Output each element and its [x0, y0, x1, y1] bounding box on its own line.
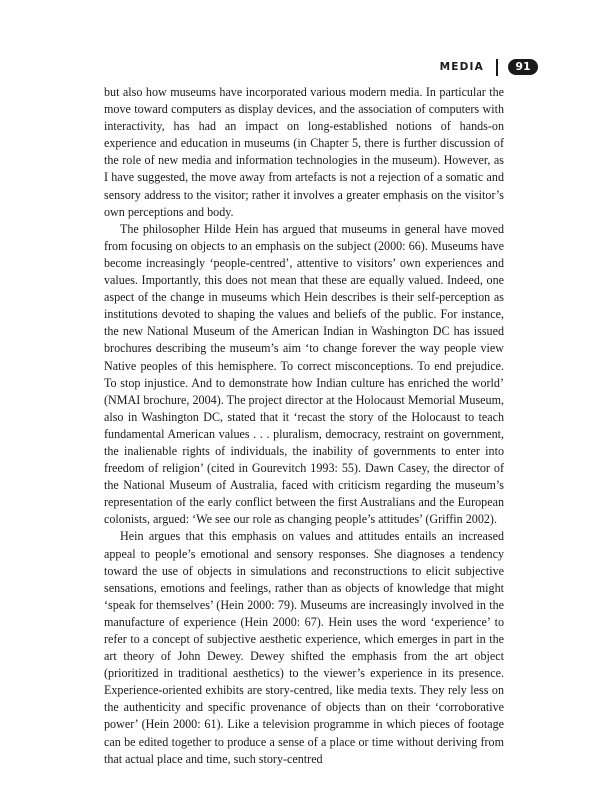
paragraph-1: but also how museums have incorporated various modern media. In particular the move toward computers as display devices, and the association of computers with interactivity, has had an impact on long-established notions of hands-on experience and education in museums (in Chapter 5, there is further discussion of the role of new media and information technologies in the museum). However, as I have suggested, the move away from artefacts is not a rejection of a somatic and sensory address to the visitor; rather it involves a greater emphasis on the visitor’s own perceptions and body. [104, 85, 504, 219]
page-number-badge: 91 [508, 59, 538, 75]
header-divider [496, 59, 498, 76]
paragraph-3: Hein argues that this emphasis on values and attitudes entails an increased appeal to people’s emotional and sensory responses. She diagnoses a tendency toward the use of objects in simulations and reconstructions to elicit subjective sensations, emotions and feelings, rather than as objects of knowledge that might ‘speak for themselves’ (Hein 2000: 79). Museums are increasingly involved in the manufacture of experience (Hein 2000: 67). Hein uses the word ‘experience’ to refer to a concept of subjective aesthetic experience, which emerges in part in the art theory of John Dewey. Dewey shifted the emphasis from the art object (prioritized in traditional aesthetics) to the viewer’s experience in its presence. Experience-oriented exhibits are story-centred, like media texts. They rely less on the authenticity and specific provenance of objects than on their ‘corroborative power’ (Hein 2000: 61). Like a television programme in which pieces of footage can be edited together to produce a sense of a place or time without deriving from that actual place and time, such story-centred [104, 529, 504, 766]
body-text [104, 84, 504, 768]
section-title: MEDIA [439, 60, 484, 73]
paragraph-2: The philosopher Hilde Hein has argued that museums in general have moved from focusing on objects to an emphasis on the subject (2000: 66). Museums have become increasingly ‘people-centred’, attentive to visitors’ own experiences and values. Importantly, this does not mean that these are equally valued. Indeed, one aspect of the change in museums which Hein describes is their self-perception as institutions devoted to shaping the values and beliefs of the public. For instance, the new National Museum of the American Indian in Washington DC has issued brochures describing the museum’s aim ‘to change forever the way people view Native peoples of this hemisphere. To correct misconceptions. To end prejudice. To stop injustice. And to demonstrate how Indian culture has enriched the world’ (NMAI brochure, 2004). The project director at the Holocaust Memorial Museum, also in Washington DC, stated that it ‘recast the story of the Holocaust to teach fundamental American values . . . pluralism, democracy, restraint on government, the inalienable rights of individuals, the inability of governments to enter into freedom of religion’ (cited in Gourevitch 1993: 55). Dawn Casey, the director of the National Museum of Australia, faced with criticism regarding the museum’s representation of the early conflict between the first Australians and the European colonists, argued: ‘We see our role as changing people’s attitudes’ (Griffin 2002). [104, 221, 504, 527]
running-header [440, 58, 538, 76]
